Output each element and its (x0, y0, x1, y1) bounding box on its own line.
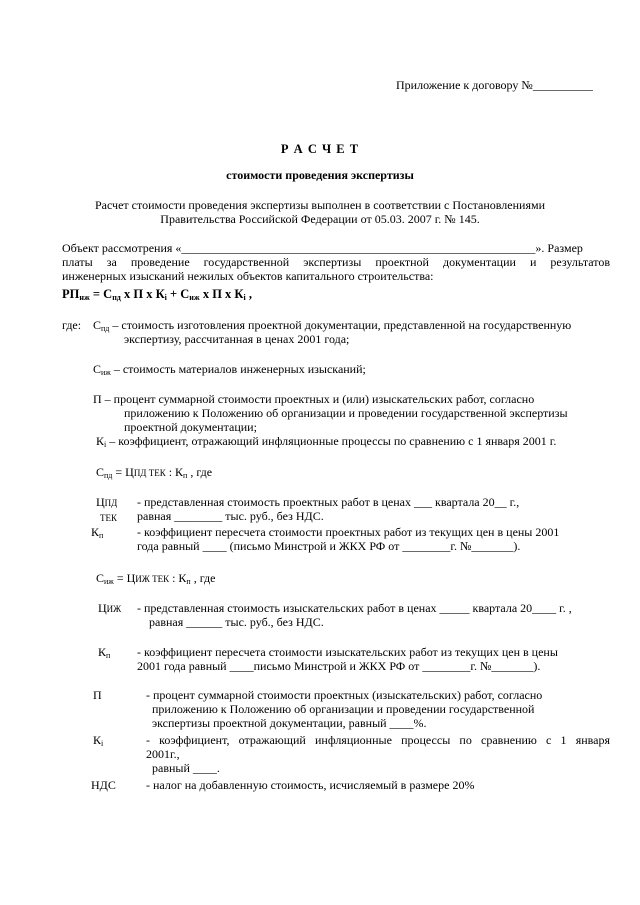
object-line-3: инженерных изысканий нежилых объектов капитального строительства: (62, 269, 434, 283)
document-subtitle: стоимости проведения экспертизы (226, 168, 414, 182)
vat-symbol: НДС (91, 778, 116, 792)
siz-kp-line-2: 2001 года равный ____письмо Минстрой и ЖКХ РФ от ________г. №_______). (137, 659, 541, 673)
spd-formula: $С_{пд}$ = ЦПД ТЕК : $К_п$ , где (96, 465, 213, 480)
spd-definition-line-1: $С_{пд}$ – стоимость изготовления проектной документации, представленной на государственную (93, 318, 572, 333)
where-label: где: (62, 318, 82, 332)
siz-cost-line-1: - представленная стоимость изыскательских работ в ценах _____ квартала 20____ г. , (137, 601, 572, 615)
ki-line-2: 2001г., (146, 747, 180, 761)
spd-cost-symbol-tek: ТЕК (100, 513, 117, 523)
intro-line-1: Расчет стоимости проведения экспертизы выполнен в соответствии с Постановлениями (94, 198, 546, 212)
document-title: Р А С Ч Е Т (280, 142, 360, 156)
p-symbol: П (93, 688, 102, 702)
siz-kp-line-1: - коэффициент пересчета стоимости изыскательских работ из текущих цен в цены (137, 645, 558, 659)
spd-kp-symbol: $К_п$ (91, 525, 104, 540)
object-line-2: платы за проведение государственной экспертизы проектной документации и результатов (62, 255, 610, 269)
spd-kp-line-1: - коэффициент пересчета стоимости проектных работ из текущих цен в цены 2001 (137, 525, 560, 539)
spd-cost-symbol: ЦПД (96, 495, 118, 509)
spd-cost-line-1: - представленная стоимость проектных работ в ценах ___ квартала 20__ г., (137, 495, 520, 509)
siz-definition: $С_{иж}$ – стоимость материалов инженерных изысканий; (93, 362, 366, 377)
appendix-header: Приложение к договору №__________ (396, 78, 593, 92)
vat-line: - налог на добавленную стоимость, исчисляемый в размере 20% (146, 778, 475, 792)
ki-line-1: - коэффициент, отражающий инфляционные процессы по сравнению с 1 января (146, 733, 610, 747)
p-line-1: - процент суммарной стоимости проектных (изыскательских) работ, согласно (146, 688, 543, 702)
siz-cost-line-2: равная ______ тыс. руб., без НДС. (149, 615, 324, 629)
p-definition-line-1: П – процент суммарной стоимости проектных и (или) изыскательских работ, согласно (93, 392, 535, 406)
ki-symbol: $К_i$ (93, 733, 104, 748)
p-line-3: экспертизы проектной документации, равный ____%. (152, 716, 427, 730)
siz-formula: $С_{иж}$ = ЦИЖ ТЕК : $К_п$ , где (96, 571, 216, 586)
ki-definition: $К_i$ – коэффициент, отражающий инфляционные процессы по сравнению с 1 января 2001 г. (96, 434, 557, 449)
spd-cost-line-2: равная ________ тыс. руб., без НДС. (137, 509, 324, 523)
p-definition-line-2: приложению к Положению об организации и проведении государственной экспертизы (124, 406, 568, 420)
object-line-1: Объект рассмотрения «___________________________________________________________». Размер (62, 241, 583, 255)
intro-line-2: Правительства Российской Федерации от 05.03. 2007 г. № 145. (160, 212, 480, 226)
siz-cost-symbol: ЦИЖ (98, 601, 122, 615)
main-formula: $РП_{нж} = С_{пд}$ х П х $К_i + С_{иж}$ х П х $К_i$ , (62, 287, 252, 302)
p-definition-line-3: проектной документации; (124, 420, 257, 434)
siz-kp-symbol: $К_п$ (98, 645, 111, 660)
spd-kp-line-2: года равный ____ (письмо Минстрой и ЖКХ РФ от ________г. №_______). (137, 539, 521, 553)
object-name-blank[interactable]: ___________________________________________________________ (181, 241, 536, 255)
p-line-2: приложению к Положению об организации и проведении государственной (152, 702, 535, 716)
spd-definition-line-2: экспертизу, рассчитанная в ценах 2001 года; (124, 332, 350, 346)
ki-line-3: равный ____. (152, 761, 220, 775)
